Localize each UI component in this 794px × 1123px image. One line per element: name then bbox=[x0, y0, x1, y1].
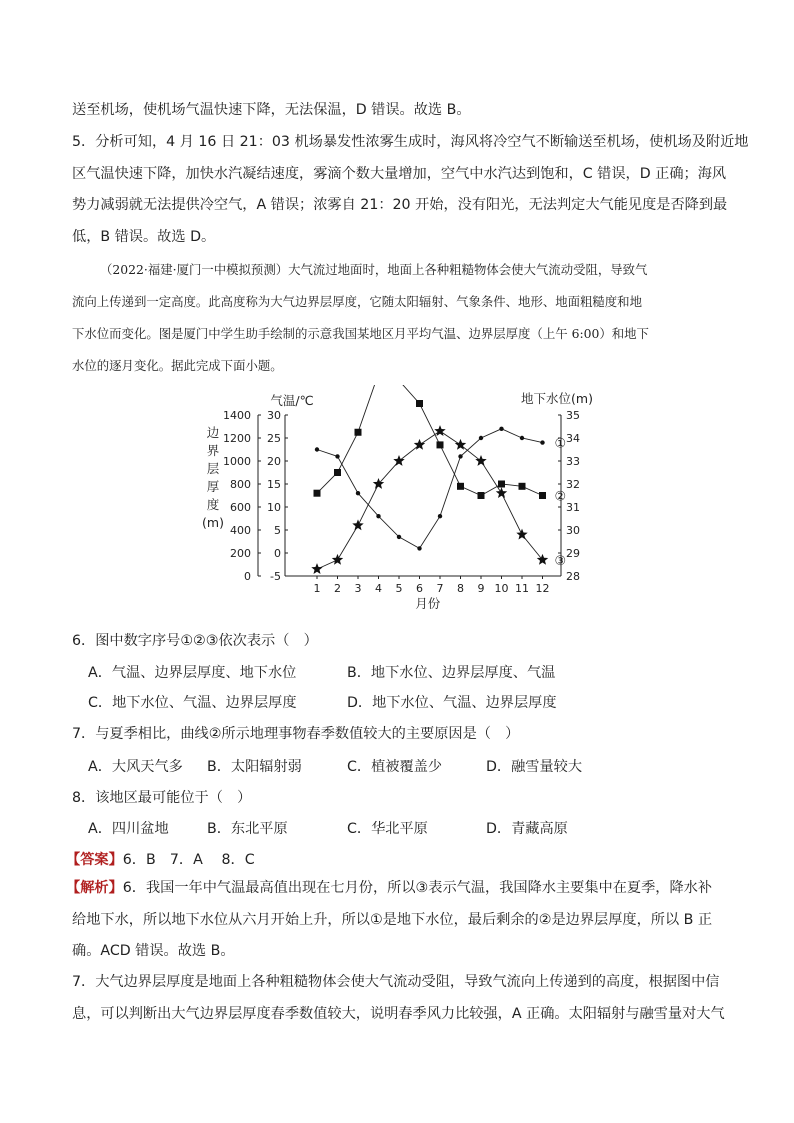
data-point-dot bbox=[315, 447, 319, 451]
x-tick-label: 10 bbox=[494, 582, 509, 595]
temperature-tick-label: 10 bbox=[267, 501, 281, 514]
data-point-square bbox=[437, 441, 444, 448]
data-point-star bbox=[516, 529, 527, 540]
groundwater-tick-label: 35 bbox=[566, 409, 580, 422]
data-point-star bbox=[496, 487, 507, 498]
data-point-square bbox=[519, 483, 526, 490]
boundary-axis-title-char: 界 bbox=[206, 443, 220, 458]
x-tick-label: 12 bbox=[535, 582, 550, 595]
groundwater-axis-title: 地下水位(m) bbox=[521, 391, 593, 406]
chart-axes bbox=[202, 391, 593, 611]
explanation-4-tail: 送至机场，使机场气温快速下降，无法保温，D 错误。故选 B。 bbox=[72, 102, 471, 118]
series-label: ① bbox=[554, 436, 567, 452]
groundwater-tick-label: 31 bbox=[566, 501, 580, 514]
boundary-tick-label: 400 bbox=[230, 524, 251, 537]
boundary-axis-title-char: (m) bbox=[202, 515, 224, 530]
analysis-6 bbox=[66, 873, 726, 968]
data-point-dot bbox=[376, 514, 380, 518]
option-8a[interactable]: A．四川盆地 bbox=[88, 821, 169, 837]
explanation-7: 7．大气边界层厚度是地面上各种粗糙物体会使大气流动受阻，导致气流向上传递到的高度，根据图中信 息，可以判断出大气边界层厚度春季数值较大，说明春季风力比较强，A 正确。太阳辐射与融雪量对大气 bbox=[72, 974, 725, 1022]
answer-label: 【答案】 bbox=[66, 852, 123, 868]
data-point-dot bbox=[438, 514, 442, 518]
boundary-axis-title-char: 度 bbox=[206, 497, 220, 512]
temperature-tick-label: 30 bbox=[267, 409, 281, 422]
data-point-square bbox=[314, 490, 321, 497]
data-point-square bbox=[416, 400, 423, 407]
temperature-tick-label: 0 bbox=[274, 547, 281, 560]
data-point-star bbox=[332, 554, 343, 565]
boundary-axis-title-char: 层 bbox=[206, 461, 220, 476]
data-point-square bbox=[334, 469, 341, 476]
temperature-tick-label: 5 bbox=[274, 524, 281, 537]
boundary-tick-label: 1000 bbox=[223, 455, 251, 468]
analysis-label: 【解析】 bbox=[66, 880, 123, 896]
answer-text: 6．B 7．A 8．C bbox=[122, 852, 255, 868]
series-label: ② bbox=[554, 489, 567, 505]
groundwater-tick-label: 28 bbox=[566, 570, 580, 583]
boundary-tick-label: 1200 bbox=[223, 432, 251, 445]
question-7: 7．与夏季相比，曲线②所示地理事物春季数值较大的主要原因是（ ） bbox=[72, 726, 520, 742]
x-axis-title: 月份 bbox=[415, 596, 441, 611]
data-point-square bbox=[498, 481, 505, 488]
data-point-star bbox=[352, 519, 363, 530]
boundary-axis-title-char: 厚 bbox=[206, 479, 220, 494]
data-point-dot bbox=[397, 535, 401, 539]
boundary-tick-label: 800 bbox=[230, 478, 251, 491]
x-tick-label: 6 bbox=[416, 582, 423, 595]
data-point-square bbox=[539, 492, 546, 499]
option-7b[interactable]: B．太阳辐射弱 bbox=[207, 759, 302, 775]
groundwater-tick-label: 34 bbox=[566, 432, 580, 445]
data-point-star bbox=[475, 455, 486, 466]
temperature-tick-label: 15 bbox=[267, 478, 281, 491]
climate-chart bbox=[195, 385, 595, 615]
x-tick-label: 9 bbox=[477, 582, 485, 595]
data-point-star bbox=[393, 455, 404, 466]
data-point-star bbox=[311, 563, 322, 574]
temperature-axis-title: 气温/℃ bbox=[270, 393, 314, 408]
analysis-line3: 确。ACD 错误。故选 B。 bbox=[72, 943, 235, 959]
data-point-dot bbox=[335, 454, 339, 458]
data-point-square bbox=[478, 492, 485, 499]
temperature-tick-label: 25 bbox=[267, 432, 281, 445]
explanation-5: 5．分析可知，4 月 16 日 21：03 机场暴发性浓雾生成时，海风将冷空气不断输送至机场，使机场及附近地 区气温快速下降，加快水汽凝结速度，雾滴个数大量增加，空气中水汽达到饱和，C 错误，D 正确；海风 势力减弱就无法提供冷空气，A 错误；浓雾自 21：20 开始，没有阳光，无法判定大气能见度是否降到最 低，B 错误。故选 D。 bbox=[72, 134, 749, 245]
boundary-tick-label: 200 bbox=[230, 547, 251, 560]
question-8: 8．该地区最可能位于（ ） bbox=[72, 790, 252, 806]
data-point-dot bbox=[458, 454, 462, 458]
groundwater-tick-label: 30 bbox=[566, 524, 580, 537]
data-point-dot bbox=[540, 440, 544, 444]
boundary-tick-label: 0 bbox=[244, 570, 251, 583]
groundwater-tick-label: 32 bbox=[566, 478, 580, 491]
chart-series bbox=[311, 385, 566, 574]
option-8b[interactable]: B．东北平原 bbox=[207, 821, 288, 837]
series-line bbox=[317, 431, 543, 569]
temperature-tick-label: -5 bbox=[270, 570, 281, 583]
answer-line bbox=[66, 849, 255, 869]
option-6b[interactable]: B．地下水位、边界层厚度、气温 bbox=[347, 665, 556, 681]
analysis-line1: 6．我国一年中气温最高值出现在七月份，所以③表示气温，我国降水主要集中在夏季，降水补 bbox=[122, 880, 713, 896]
option-6c[interactable]: C．地下水位、气温、边界层厚度 bbox=[88, 695, 297, 711]
data-point-dot bbox=[417, 546, 421, 550]
option-6a[interactable]: A．气温、边界层厚度、地下水位 bbox=[88, 665, 297, 681]
series-line bbox=[317, 385, 543, 496]
x-tick-label: 7 bbox=[436, 582, 444, 595]
groundwater-tick-label: 29 bbox=[566, 547, 580, 560]
data-point-dot bbox=[499, 427, 503, 431]
option-7a[interactable]: A．大风天气多 bbox=[88, 759, 183, 775]
boundary-tick-label: 1400 bbox=[223, 409, 251, 422]
data-point-square bbox=[457, 483, 464, 490]
x-tick-label: 4 bbox=[375, 582, 382, 595]
data-point-square bbox=[355, 429, 362, 436]
option-6d[interactable]: D．地下水位、气温、边界层厚度 bbox=[347, 695, 557, 711]
boundary-tick-label: 600 bbox=[230, 501, 251, 514]
x-tick-label: 8 bbox=[457, 582, 464, 595]
x-tick-label: 1 bbox=[313, 582, 321, 595]
temperature-tick-label: 20 bbox=[267, 455, 281, 468]
groundwater-tick-label: 33 bbox=[566, 455, 580, 468]
x-tick-label: 2 bbox=[334, 582, 341, 595]
series-label: ③ bbox=[554, 553, 567, 569]
x-tick-label: 11 bbox=[515, 582, 529, 595]
option-7d[interactable]: D．融雪量较大 bbox=[486, 759, 583, 775]
data-point-dot bbox=[520, 436, 524, 440]
option-8d[interactable]: D．青藏高原 bbox=[486, 821, 568, 837]
question-6: 6．图中数字序号①②③依次表示（ ） bbox=[72, 633, 318, 649]
analysis-line2: 给地下水，所以地下水位从六月开始上升，所以①是地下水位，最后剩余的②是边界层厚度，所以 B 正 bbox=[72, 911, 713, 928]
x-tick-label: 3 bbox=[354, 582, 362, 595]
data-point-dot bbox=[479, 436, 483, 440]
option-8c[interactable]: C．华北平原 bbox=[347, 821, 428, 837]
data-point-dot bbox=[356, 491, 360, 495]
boundary-axis-title-char: 边 bbox=[206, 425, 220, 440]
question-stem: （2022·福建·厦门一中模拟预测）大气流过地面时，地面上各种粗糙物体会使大气流动受阻，导致气 流向上传递到一定高度。此高度称为大气边界层厚度，它随太阳辐射、气象条件、地形、地面粗糙度和地 下水位而变化。图是厦门中学生助手绘制的示意我国某地区月平均气温、边界层厚度（上午 6:00）和地下 水位的逐月变化。据此完成下面小题。 bbox=[72, 262, 649, 373]
option-7c[interactable]: C．植被覆盖少 bbox=[347, 759, 443, 775]
x-tick-label: 5 bbox=[395, 582, 403, 595]
